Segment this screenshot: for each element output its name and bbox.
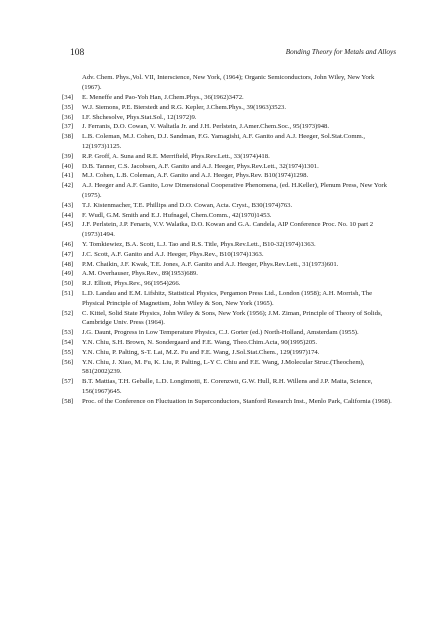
running-title: Bonding Theory for Metals and Alloys (285, 48, 396, 56)
reference-item (62, 220, 392, 240)
reference-list (62, 93, 392, 407)
reference-item (62, 93, 392, 103)
reference-number: [48] (62, 260, 74, 268)
reference-item (62, 309, 392, 329)
reference-number: [51] (62, 289, 74, 297)
reference-text: I.F. Shchesolve, Phys.Stat.Sol., 12(1972)9. (82, 113, 197, 121)
reference-item (62, 103, 392, 113)
reference-item (62, 132, 392, 152)
reference-text: A.M. Overhauser, Phys.Rev., 89(1953)689. (82, 270, 198, 278)
reference-item (62, 348, 392, 358)
reference-continuation: Adv. Chem. Phys.,Vol. VII, Interscience, New York, (1964); Organic Semiconductors, John Wiley, New York (1967). (82, 74, 375, 91)
reference-item (62, 328, 392, 338)
reference-text: Y.N. Chiu, J. Xiao, M. Fu, K. Liu, P. Palting, L-Y C. Chiu and F.E. Wang, J.Molecular Struc.(Theochem), 581(2002)239. (82, 358, 365, 376)
reference-number: [56] (62, 358, 74, 366)
reference-item (62, 113, 392, 123)
reference-number: [55] (62, 348, 74, 356)
reference-text: R.J. Elliott, Phys.Rev., 96(1954)266. (82, 280, 181, 288)
reference-number: [40] (62, 162, 74, 170)
reference-item (62, 358, 392, 378)
reference-item (62, 240, 392, 250)
reference-item (62, 171, 392, 181)
reference-item (62, 122, 392, 132)
reference-item (62, 162, 392, 172)
reference-number: [37] (62, 123, 74, 131)
reference-number: [46] (62, 240, 74, 248)
reference-text: J.F. Perlstein, J.P. Fenaris, V.V. Walatka, D.O. Kowan and G.A. Candela, AIP Conference Proc. No. 10 part 2 (1973)1494. (82, 221, 374, 239)
reference-number: [36] (62, 113, 74, 121)
reference-text: L.B. Coleman, M.J. Cohen, D.J. Sandman, F.G. Yamagishi, A.F. Ganito and A.J. Heeger, Sol.Stat.Comm., 12(1973)1125. (82, 133, 366, 150)
reference-number: [43] (62, 201, 74, 209)
page-number: 108 (70, 48, 85, 58)
reference-item (62, 211, 392, 221)
reference-number: [45] (62, 221, 74, 229)
reference-text: A.J. Heeger and A.F. Ganito, Low Dimensional Cooperative Phenomena, (ed. H.Keller), Plenum Press, New York (1975). (82, 182, 387, 199)
reference-text: W.J. Siemons, P.E. Bierstedt and R.G. Kepler, J.Chem.Phys., 39(1963)3523. (82, 103, 287, 111)
reference-text: D.B. Tanner, C.S. Jacobsen, A.F. Ganito and A.J. Heeger, Phys.Rev.Lett., 32(1974)1301. (82, 162, 319, 170)
reference-number: [58] (62, 397, 74, 405)
reference-number: [41] (62, 172, 74, 180)
reference-text: M.J. Cohen, L.B. Coleman, A.F. Ganito and A.J. Heeger, Phys.Rev. B10(1974)1298. (82, 172, 309, 180)
reference-number: [42] (62, 182, 74, 190)
reference-text: J.C. Scott, A.F. Ganito and A.J. Heeger, Phys.Rev., B10(1974)1363. (82, 250, 264, 258)
reference-number: [35] (62, 103, 74, 111)
reference-text: Y.N. Chiu, P. Palting, S-T. Lai, M.Z. Fu and F.E. Wang, J.Sol.Stat.Chem., 129(1997)174. (82, 348, 320, 356)
reference-text: C. Kittel, Solid State Physics, John Wiley & Sons, New York (1956); J.M. Ziman, Principle of Theory of Solids, Cambridge Univ. Press (1964). (82, 309, 383, 327)
reference-number: [34] (62, 94, 74, 101)
reference-text: Y.N. Chiu, S.H. Brown, N. Sondergaard and F.E. Wang, Theo.Chim.Acta, 90(1995)205. (82, 338, 318, 346)
reference-item (62, 377, 392, 397)
reference-text: J. Ferranis, D.O. Cowan, V. Waltatla Jr. and J.H. Perlstein, J.Amer.Chem.Soc., 95(1973)948. (82, 123, 330, 131)
reference-text: R.P. Groff, A. Suna and R.E. Merrifield, Phys.Rev.Lett., 33(1974)418. (82, 152, 270, 160)
reference-text: T.J. Kistenmacher, T.E. Phillips and D.O. Cowan, Acta. Cryst., B30(1974)763. (82, 201, 293, 209)
reference-item (62, 260, 392, 270)
reference-item (62, 250, 392, 260)
reference-number: [39] (62, 152, 74, 160)
reference-text: E. Meneffe and Pao-Yoh Han, J.Chem.Phys., 36(1962)3472. (82, 94, 244, 101)
reference-text: Y. Tomkiewiez, B.A. Scott, L.J. Tao and R.S. Title, Phys.Rev.Lett., B10-32(1974)1363. (82, 240, 316, 248)
reference-item (62, 201, 392, 211)
reference-number: [47] (62, 250, 74, 258)
reference-number: [57] (62, 378, 74, 386)
reference-number: [54] (62, 338, 74, 346)
reference-text: P.M. Chaikin, J.F. Kwak, T.E. Jones, A.F. Ganito and A.J. Heeger, Phys.Rev.Lett., 31(1973)601. (82, 260, 339, 268)
reference-number: [44] (62, 211, 74, 219)
reference-item (62, 152, 392, 162)
reference-item (62, 289, 392, 309)
reference-number: [50] (62, 280, 74, 288)
reference-item (62, 181, 392, 201)
reference-item (62, 279, 392, 289)
reference-number: [53] (62, 329, 74, 337)
reference-item (62, 397, 392, 407)
reference-text: B.T. Mattias, T.H. Geballe, L.D. Longimotti, E. Corenzwit, G.W. Hull, R.H. Willens and J.P. Maita, Science, 156(1967)645. (82, 378, 373, 395)
reference-number: [38] (62, 133, 74, 141)
reference-item (62, 338, 392, 348)
reference-text: Proc. of the Conference on Fluctuation in Superconductors, Stanford Research Inst., Menlo Park, California (1968). (82, 397, 392, 405)
reference-text: L.D. Landau and E.M. Lifshitz, Statistical Physics, Pergamon Press Ltd., London (1958); A.H. Morrish, The Physical Principle of Magnetism, John Wiley & Son, New York (1965). (82, 289, 373, 307)
page-header (70, 48, 396, 60)
reference-number: [49] (62, 270, 74, 278)
reference-number: [52] (62, 309, 74, 317)
reference-item (62, 269, 392, 279)
reference-text: J.G. Daunt, Progress in Low Temperature Physics, C.J. Gorter (ed.) North-Holland, Amsterdam (1955). (82, 329, 359, 337)
reference-text: F. Wudl, G.M. Smith and E.J. Hufnagel, Chem.Comm., 42(1970)1453. (82, 211, 272, 219)
